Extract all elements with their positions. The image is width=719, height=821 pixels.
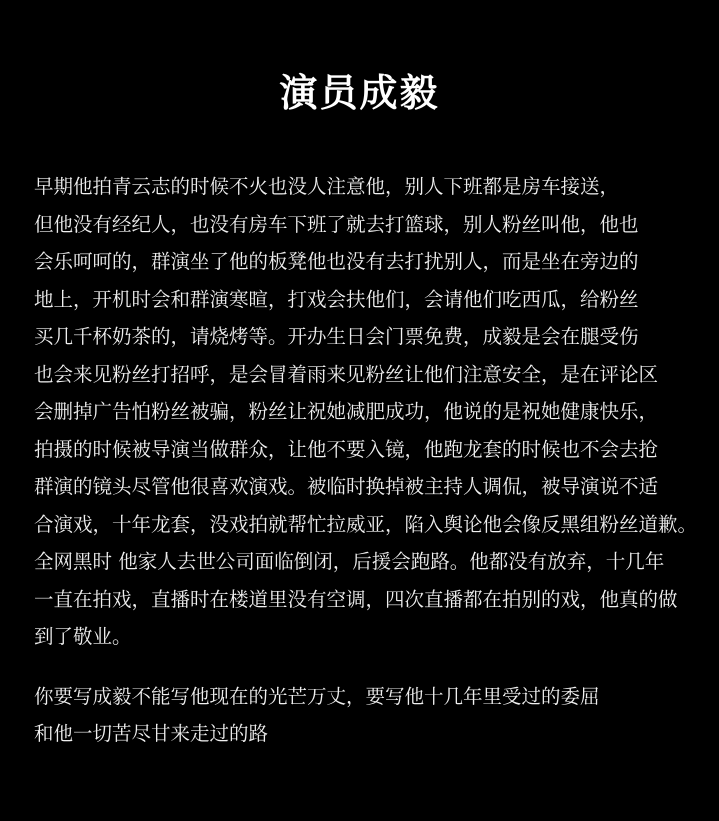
text-line: 到了敬业。: [34, 625, 132, 648]
page-title: 演员成毅: [279, 71, 440, 115]
text-line: 也会来见粉丝打招呼，是会冒着雨来见粉丝让他们注意安全，是在评论区: [34, 362, 659, 386]
text-line: 全网黑时 他家人去世公司面临倒闭，后援会跑路。他都没有放弃，十几年: [34, 550, 665, 573]
text-line: 一直在拍戏，直播时在楼道里没有空调，四次直播都在拍别的戏，他真的做: [34, 587, 678, 611]
text-line: 拍摄的时候被导演当做群众，让他不要入镜，他跑龙套的时候也不会去抢: [34, 437, 659, 461]
text-line: 早期他拍青云志的时候不火也没人注意他，别人下班都是房车接送，: [34, 175, 620, 198]
text-line: 买几千杯奶茶的，请烧烤等。开办生日会门票免费，成毅是会在腿受伤: [34, 325, 639, 348]
paragraph-1: [34, 168, 714, 656]
text-line: 合演戏，十年龙套，没戏拍就帮忙拉威亚，陷入舆论他会像反黑组粉丝道歉。: [34, 512, 698, 536]
text-line: 地上，开机时会和群演寒暄，打戏会扶他们，会请他们吃西瓜，给粉丝: [34, 287, 639, 311]
article-body: [34, 168, 714, 753]
paragraph-2: [34, 678, 714, 753]
text-line: 但他没有经纪人，也没有房车下班了就去打篮球，别人粉丝叫他，他也: [34, 212, 639, 236]
text-line: 你要写成毅不能写他现在的光芒万丈，要写他十几年里受过的委屈: [34, 684, 600, 708]
text-line: 群演的镜头尽管他很喜欢演戏。被临时换掉被主持人调侃，被导演说不适: [34, 475, 659, 498]
paragraph-gap: [34, 656, 714, 678]
text-line: 和他一切苦尽甘来走过的路: [34, 722, 269, 745]
text-line: 会删掉广告怕粉丝被骗，粉丝让祝她减肥成功，他说的是祝她健康快乐，: [34, 400, 659, 423]
text-line: 会乐呵呵的，群演坐了他的板凳他也没有去打扰别人，而是坐在旁边的: [34, 250, 639, 273]
